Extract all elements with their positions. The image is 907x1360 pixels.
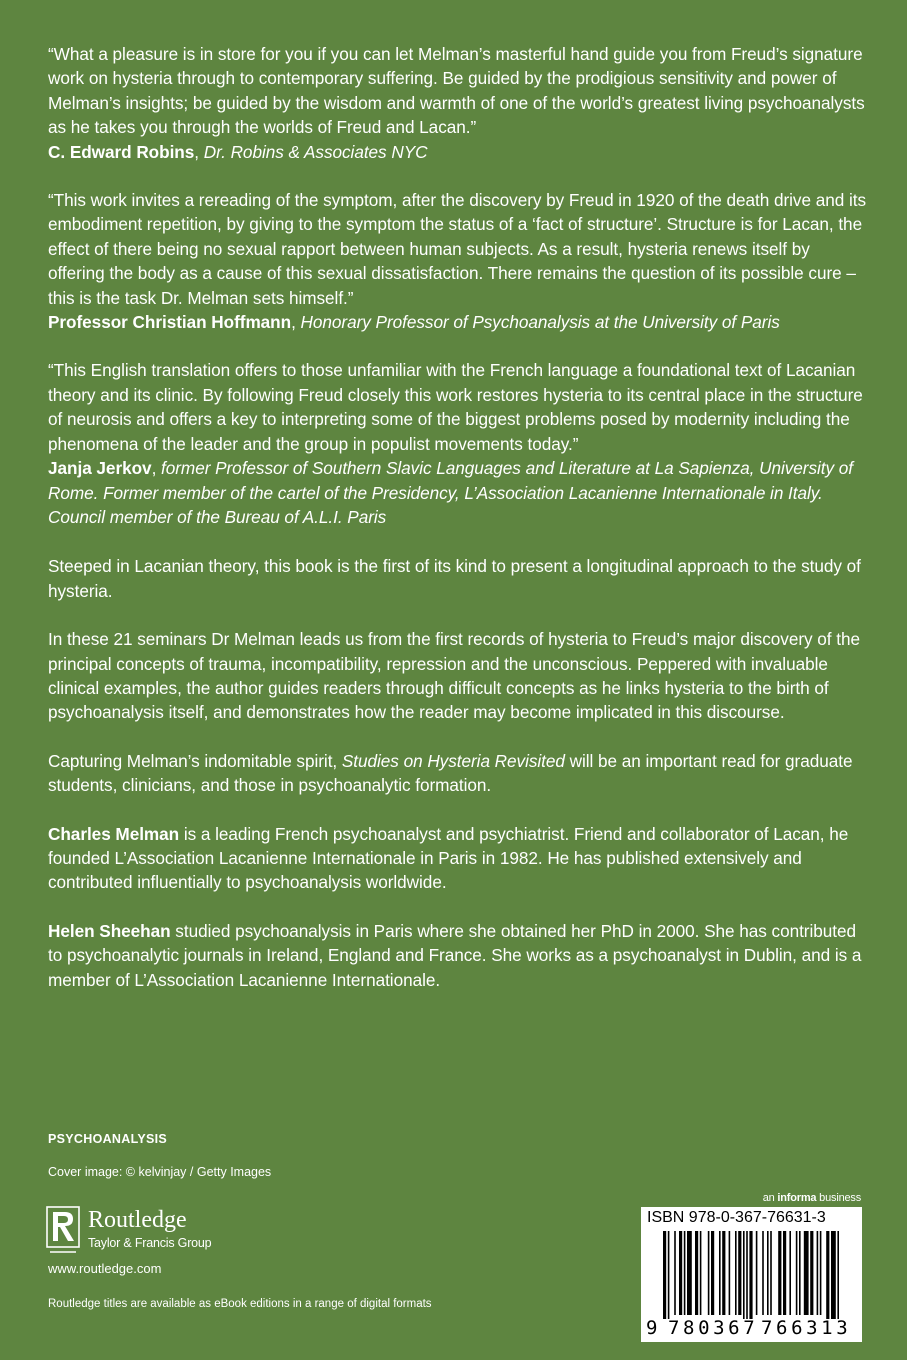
barcode-bar	[783, 1231, 786, 1315]
endorsement-2: “This work invites a rereading of the symptom, after the discovery by Freud in 1920 of the death drive and its embodiment repetition, by giving to the symptom the status of a ‘fact of structure’. Structure is for Lacan, the effect of there being no sexual rapport between human subjects. As a result, hysteria renews itself by offering the body as a cause of this sexual dissatisfaction. There remains the question of its possible cure – this is the task Dr. Melman sets himself.” Professor Christian Hoffmann, Honorary Professor of Psychoanalysis at the University of Paris	[48, 190, 866, 333]
routledge-r-icon	[46, 1206, 80, 1256]
barcode-bar	[762, 1231, 764, 1315]
endorsement-1: “What a pleasure is in store for you if you can let Melman’s masterful hand guide you from Freud’s signature work on hysteria through to contemporary suffering. Be guided by the prodigious sensitivity and power of Melman’s insights; be guided by the wisdom and warmth of one of the world’s greatest living psychoanalysts as he takes you through the worlds of Freud and Lacan.” C. Edward Robins, Dr. Robins & Associates NYC	[48, 42, 868, 164]
book-title: Studies on Hysteria Revisited	[341, 750, 565, 771]
endorsement-quote: “This English translation offers to those unfamiliar with the French language a foundational text of Lacanian theory and its clinic. By following Freud closely this work restores hysteria to its central place in the structure of neurosis and offers a key to interpreting some of the biggest problems posed by modernity including the phenomena of the leader and the group in populist movements today.”	[48, 360, 863, 454]
routledge-logo	[46, 1206, 286, 1256]
barcode-bar	[767, 1231, 769, 1315]
description-paragraph-2: In these 21 seminars Dr Melman leads us from the first records of hysteria to Freud’s major discovery of the principal concepts of trauma, incompatibility, repression and the unconscious. Peppered with invaluable clinical examples, the author guides readers through difficult concepts as he links hysteria to the birth of psychoanalysis itself, and demonstrates how the reader may become implicated in this discourse.	[48, 629, 860, 723]
back-cover-text	[48, 42, 868, 1016]
barcode-bar	[837, 1231, 839, 1319]
barcode-bar	[820, 1231, 822, 1315]
barcode-bar	[668, 1231, 670, 1319]
barcode-bar	[756, 1231, 758, 1315]
subject-category: PSYCHOANALYSIS	[48, 1132, 168, 1146]
barcode-digits-left: 780367	[668, 1317, 759, 1339]
barcode-first-digit: 9	[646, 1317, 658, 1339]
barcode-bar	[729, 1231, 731, 1315]
endorsement-quote: “What a pleasure is in store for you if you can let Melman’s masterful hand guide you from Freud’s signature work on hysteria through to contemporary suffering. Be guided by the prodigious sensitivity and power of Melman’s insights; be guided by the wisdom and warmth of one of the world’s greatest living psychoanalysts as he takes you through the worlds of Freud and Lacan.”	[48, 44, 865, 138]
endorsement-3: “This English translation offers to those unfamiliar with the French language a foundational text of Lacanian theory and its clinic. By following Freud closely this work restores hysteria to its central place in the structure of neurosis and offers a key to interpreting some of the biggest problems posed by modernity including the phenomena of the leader and the group in populist movements today.” Janja Jerkov, former Professor of Southern Slavic Languages and Literature at La Sapienza, University of Rome. Former member of the cartel of the Presidency, L’Association Lacanienne Internationale in Italy. Council member of the Bureau of A.L.I. Paris	[48, 358, 868, 529]
endorser-affiliation: Dr. Robins & Associates NYC	[203, 141, 428, 162]
description-paragraph-3: Capturing Melman’s indomitable spirit, Studies on Hysteria Revisited will be an important read for graduate students, clinicians, and those in psychoanalytic formation.	[48, 750, 853, 796]
endorsement-quote: “This work invites a rereading of the symptom, after the discovery by Freud in 1920 of the death drive and its embodiment repetition, by giving to the symptom the status of a ‘fact of structure’. Structure is for Lacan, the effect of there being no sexual rapport between human subjects. As a result, hysteria renews itself by offering the body as a cause of this sexual dissatisfaction. There remains the question of its possible cure – this is the task Dr. Melman sets himself.”	[48, 190, 866, 308]
endorser-name: Janja Jerkov	[48, 458, 152, 479]
barcode-digits	[641, 1317, 862, 1341]
barcode-bar	[746, 1231, 748, 1319]
barcode-bar	[663, 1231, 666, 1319]
barcode-bar	[738, 1231, 741, 1315]
barcode-bar	[679, 1231, 682, 1315]
barcode-bar	[789, 1231, 791, 1315]
publisher-group: Taylor & Francis Group	[88, 1236, 212, 1250]
barcode-bar	[674, 1231, 676, 1315]
informa-brand: informa	[777, 1192, 817, 1204]
ebook-note: Routledge titles are available as eBook editions in a range of digital formats	[48, 1298, 432, 1310]
barcode-bar	[796, 1231, 798, 1315]
barcode-bar	[700, 1231, 702, 1315]
barcode-bar	[810, 1231, 813, 1315]
author-bio: Charles Melman is a leading French psychoanalyst and psychiatrist. Friend and collaborator of Lacan, he founded L’Association Lacanienne Internationale in Paris in 1982. He has published extensively and contributed influentially to psychoanalysis worldwide.	[48, 823, 849, 893]
endorser-name: C. Edward Robins	[48, 141, 195, 162]
translator-bio: Helen Sheehan studied psychoanalysis in Paris where she obtained her PhD in 2000. She has contributed to psychoanalytic journals in Ireland, England and France. She works as a psychoanalyst in Dublin, and is a member of L’Association Lacanienne Internationale.	[48, 920, 862, 990]
cover-image-credit: Cover image: © kelvinjay / Getty Images	[48, 1165, 272, 1179]
publisher-name: Routledge	[88, 1207, 187, 1233]
barcode-bar	[719, 1231, 721, 1315]
barcode-bar	[743, 1231, 745, 1319]
barcode-bar	[722, 1231, 725, 1315]
barcode-bar	[735, 1231, 737, 1315]
barcode-bar	[749, 1231, 752, 1319]
endorser-affiliation: Honorary Professor of Psychoanalysis at the University of Paris	[300, 312, 780, 333]
barcode-bar	[778, 1231, 781, 1315]
barcode-bar	[687, 1231, 692, 1315]
endorser-affiliation: former Professor of Southern Slavic Languages and Literature at La Sapienza, University of Rome. Former member of the cartel of the Presidency, L’Association Lacanienne Internationale in Italy. Council member of the Bureau of A.L.I. Paris	[48, 458, 853, 527]
barcode-bar	[799, 1231, 801, 1315]
barcode-digits-right: 766313	[761, 1317, 852, 1339]
barcode-bar	[817, 1231, 819, 1315]
barcode-bar	[711, 1231, 714, 1315]
barcode-bar	[770, 1231, 772, 1315]
informa-business-tag: an informa business	[762, 1192, 861, 1204]
barcode-bar	[804, 1231, 809, 1315]
barcode-bar	[684, 1231, 686, 1315]
barcode-bar	[695, 1231, 698, 1315]
isbn-barcode	[641, 1207, 862, 1342]
barcode-bar	[831, 1231, 836, 1319]
translator-name: Helen Sheehan	[48, 920, 171, 941]
barcode-bar	[708, 1231, 710, 1315]
description-paragraph-1: Steeped in Lacanian theory, this book is the first of its kind to present a longitudinal approach to the study of hysteria.	[48, 556, 861, 601]
author-name: Charles Melman	[48, 823, 180, 844]
publisher-url[interactable]: www.routledge.com	[48, 1261, 162, 1276]
endorser-name: Professor Christian Hoffmann	[48, 312, 292, 333]
isbn-label: ISBN 978-0-367-76631-3	[647, 1209, 826, 1226]
barcode-bar	[826, 1231, 829, 1319]
